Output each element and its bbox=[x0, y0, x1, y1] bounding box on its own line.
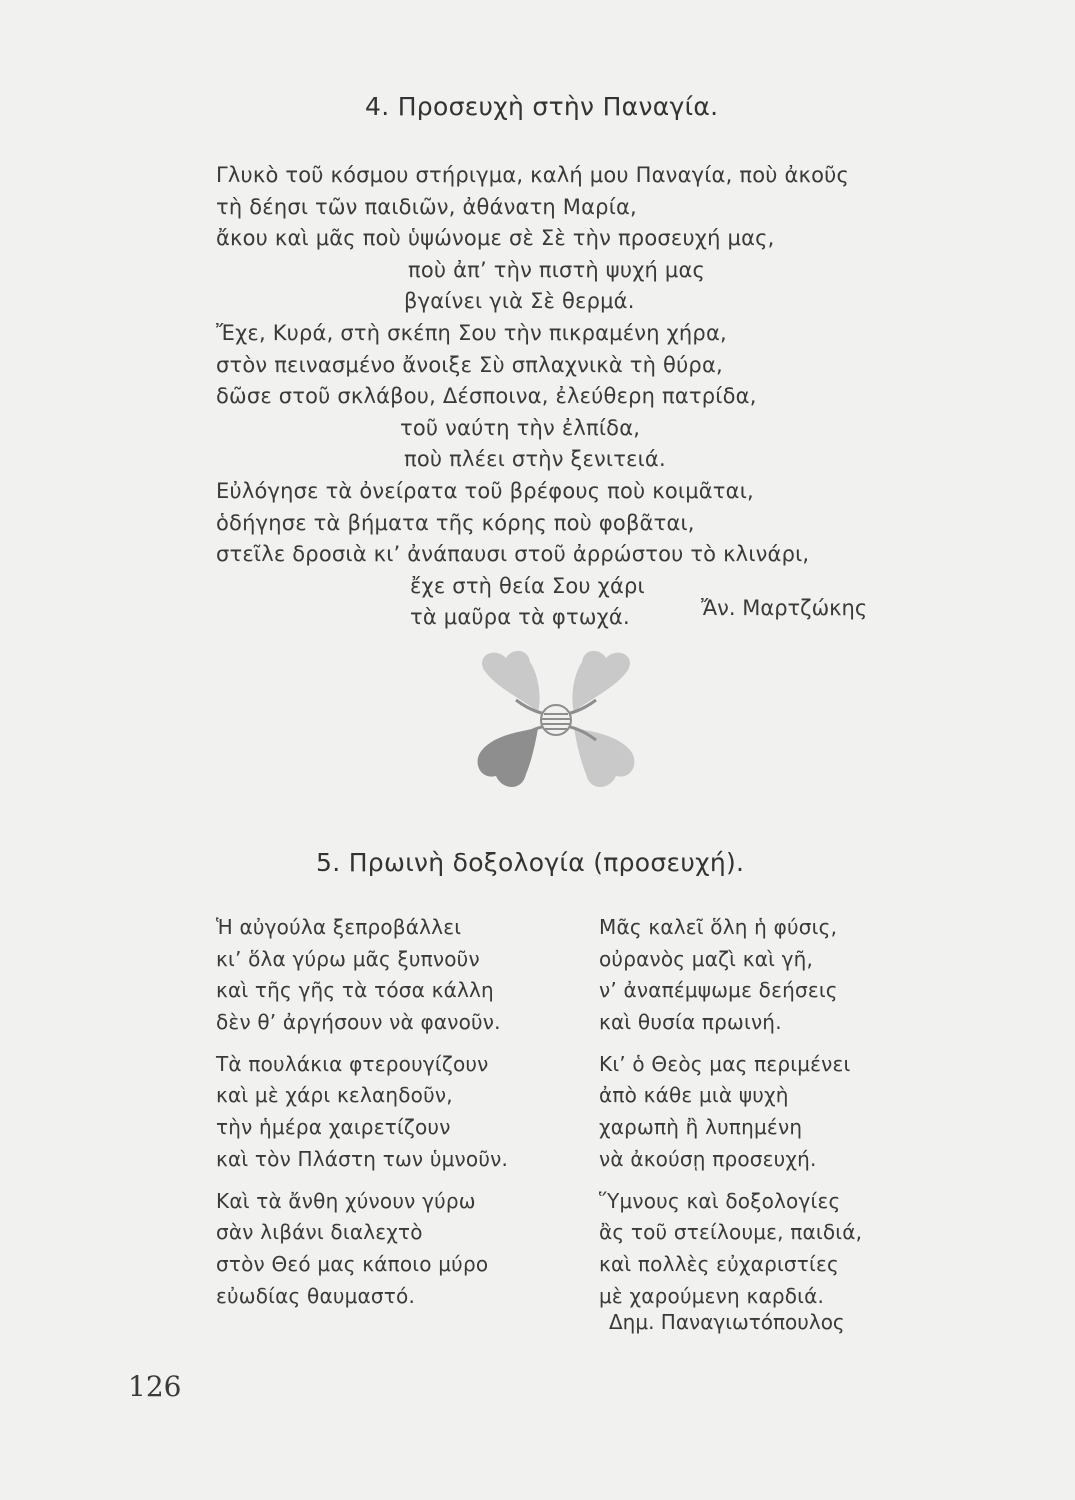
poem-line: Κι’ ὁ Θεὸς μας περιμένει bbox=[599, 1051, 851, 1076]
poem-line: Καὶ τὰ ἄνθη χύνουν γύρω bbox=[216, 1188, 476, 1213]
stanza bbox=[599, 1186, 959, 1312]
poem-line: ἂς τοῦ στείλουμε, παιδιά, bbox=[599, 1220, 863, 1245]
poem-line: στὸν Θεό μας κάποιο μύρο bbox=[216, 1251, 489, 1276]
poem-line: Μᾶς καλεῖ ὅλη ἡ φύσις, bbox=[599, 915, 838, 939]
poem-line: ἔχε στὴ θεία Σου χάρι bbox=[410, 573, 645, 598]
poem-line: καὶ μὲ χάρι κελαηδοῦν, bbox=[216, 1083, 453, 1108]
poem-line: καὶ πολλὲς εὐχαριστίες bbox=[599, 1251, 839, 1276]
poem-author: Δημ. Παναγιωτόπουλος bbox=[609, 1310, 845, 1334]
poem-line: βγαίνει γιὰ Σὲ θερμά. bbox=[404, 289, 635, 314]
page-number: 126 bbox=[128, 1370, 182, 1403]
poem-line: καὶ θυσία πρωινή. bbox=[599, 1009, 782, 1034]
poem-title: 4. Προσευχὴ στὴν Παναγία. bbox=[365, 92, 719, 121]
poem-title: 5. Πρωινὴ δοξολογία (προσευχή). bbox=[316, 848, 745, 877]
poem-line: ἀπὸ κάθε μιὰ ψυχὴ bbox=[599, 1083, 789, 1108]
poem-line: Τὰ πουλάκια φτερουγίζουν bbox=[216, 1051, 489, 1076]
poem-line: ποὺ ἀπ’ τὴν πιστὴ ψυχή μας bbox=[408, 257, 706, 282]
stanza bbox=[216, 1186, 576, 1312]
poem-column-right bbox=[599, 912, 959, 1323]
poem-line: χαρωπὴ ἢ λυπημένη bbox=[599, 1115, 803, 1140]
poem-line: καὶ τὸν Πλάστη των ὑμνοῦν. bbox=[216, 1146, 509, 1171]
poem-line: μὲ χαρούμενη καρδιά. bbox=[599, 1283, 825, 1308]
poem-line: στὸν πεινασμένο ἄνοιξε Σὺ σπλαχνικὰ τὴ θύρα, bbox=[216, 352, 723, 377]
poem-column-left bbox=[216, 912, 576, 1323]
flower-ornament-icon bbox=[466, 640, 646, 800]
poem-line: ὁδήγησε τὰ βήματα τῆς κόρης ποὺ φοβᾶται, bbox=[216, 510, 695, 535]
stanza bbox=[599, 1049, 959, 1175]
poem-line: ν’ ἀναπέμψωμε δεήσεις bbox=[599, 978, 838, 1003]
poem-line: τὴ δέησι τῶν παιδιῶν, ἀθάνατη Μαρία, bbox=[216, 194, 637, 219]
poem-line: Ἡ αὐγούλα ξεπροβάλλει bbox=[216, 915, 462, 939]
poem-body bbox=[216, 160, 976, 634]
poem-line: νὰ ἀκούσῃ προσευχή. bbox=[599, 1146, 817, 1171]
poem-line: σὰν λιβάνι διαλεχτὸ bbox=[216, 1220, 423, 1245]
stanza bbox=[216, 1049, 576, 1175]
poem-line: τὰ μαῦρα τὰ φτωχά. bbox=[410, 605, 630, 630]
poem-line: κι’ ὅλα γύρω μᾶς ξυπνοῦν bbox=[216, 946, 480, 971]
poem-line: Εὐλόγησε τὰ ὀνείρατα τοῦ βρέφους ποὺ κοιμᾶται, bbox=[216, 478, 754, 503]
poem-line: στεῖλε δροσιὰ κι’ ἀνάπαυσι στοῦ ἀρρώστου τὸ κλινάρι, bbox=[216, 542, 810, 567]
poem-line: Ἔχε, Κυρά, στὴ σκέπη Σου τὴν πικραμένη χήρα, bbox=[216, 320, 727, 345]
poem-author: Ἄν. Μαρτζώκης bbox=[701, 596, 868, 620]
stanza bbox=[599, 912, 959, 1038]
poem-line: εὐωδίας θαυμαστό. bbox=[216, 1283, 416, 1308]
poem-line: δὲν θ’ ἀργήσουν νὰ φανοῦν. bbox=[216, 1009, 501, 1034]
poem-line: δῶσε στοῦ σκλάβου, Δέσποινα, ἐλεύθερη πατρίδα, bbox=[216, 384, 757, 409]
poem-line: τοῦ ναύτη τὴν ἐλπίδα, bbox=[400, 415, 641, 440]
poem-line: Γλυκὸ τοῦ κόσμου στήριγμα, καλή μου Παναγία, ποὺ ἀκοῦς bbox=[216, 163, 850, 187]
poem-line: Ὕμνους καὶ δοξολογίες bbox=[599, 1188, 841, 1213]
poem-line: ποὺ πλέει στὴν ξενιτειά. bbox=[404, 447, 666, 472]
poem-line: ἄκου καὶ μᾶς ποὺ ὑψώνομε σὲ Σὲ τὴν προσευχή μας, bbox=[216, 226, 775, 251]
stanza bbox=[216, 912, 576, 1038]
poem-line: οὐρανὸς μαζὶ καὶ γῆ, bbox=[599, 946, 814, 971]
poem-line: τὴν ἡμέρα χαιρετίζουν bbox=[216, 1115, 451, 1140]
poem-line: καὶ τῆς γῆς τὰ τόσα κάλλη bbox=[216, 978, 494, 1003]
